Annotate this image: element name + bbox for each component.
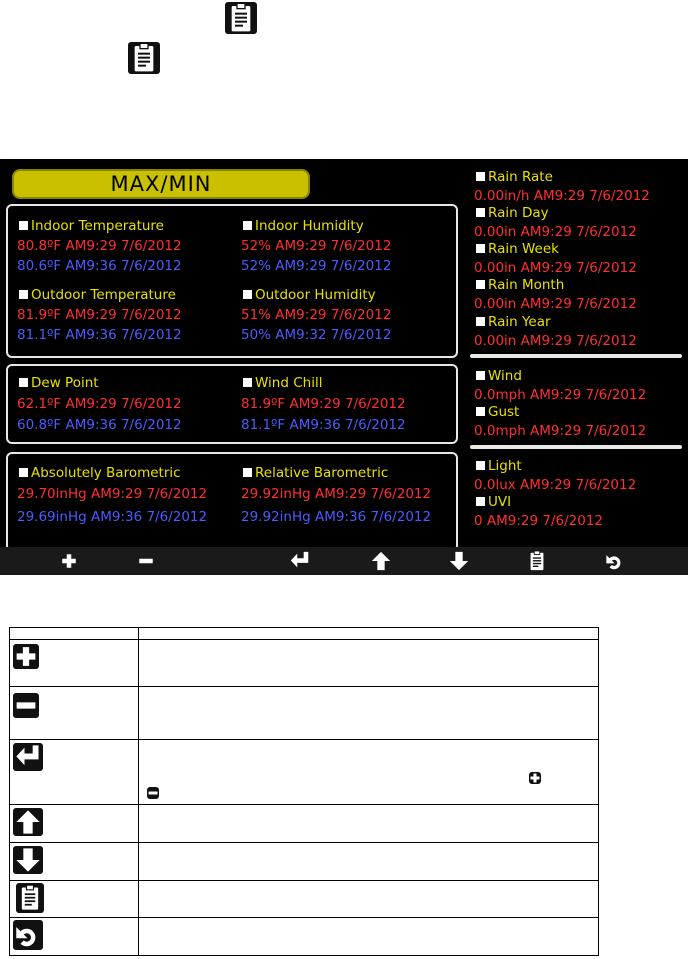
minus-icon xyxy=(13,693,39,718)
minus-icon xyxy=(147,787,159,799)
wind-light-divider xyxy=(470,445,682,449)
indoor-temperature-min: 80.6ºF AM9:36 7/6/2012 xyxy=(17,258,182,274)
down-button[interactable] xyxy=(446,549,472,573)
dew-point-label[interactable]: Dew Point xyxy=(19,375,99,391)
rain-year-label[interactable]: Rain Year xyxy=(476,314,551,330)
rain-month-max: 0.00in AM9:29 7/6/2012 xyxy=(474,296,637,312)
screen-toolbar xyxy=(0,547,688,575)
table-row xyxy=(10,640,599,687)
indoor-humidity-label[interactable]: Indoor Humidity xyxy=(243,218,364,234)
wind-label[interactable]: Wind xyxy=(476,368,522,384)
uvi-label[interactable]: UVI xyxy=(476,494,511,510)
dew-point-min: 60.8ºF AM9:36 7/6/2012 xyxy=(17,417,182,433)
back-icon xyxy=(13,920,43,950)
gust-label[interactable]: Gust xyxy=(476,404,519,420)
rain-week-label[interactable]: Rain Week xyxy=(476,241,559,257)
rain-year-max: 0.00in AM9:29 7/6/2012 xyxy=(474,333,637,349)
table-row xyxy=(10,740,599,805)
dew-point-max: 62.1ºF AM9:29 7/6/2012 xyxy=(17,396,182,412)
enter-icon xyxy=(13,743,43,771)
up-arrow-icon xyxy=(370,550,392,572)
table-row xyxy=(10,805,599,843)
clipboard-icon xyxy=(526,549,548,573)
light-label[interactable]: Light xyxy=(476,458,522,474)
indoor-temperature-max: 80.8ºF AM9:29 7/6/2012 xyxy=(17,238,182,254)
rain-rate-label[interactable]: Rain Rate xyxy=(476,169,553,185)
plus-icon xyxy=(13,644,39,669)
plus-icon xyxy=(60,552,78,570)
rain-week-max: 0.00in AM9:29 7/6/2012 xyxy=(474,260,637,276)
wind-chill-label[interactable]: Wind Chill xyxy=(243,375,322,391)
down-arrow-icon xyxy=(448,550,470,572)
button-legend-table xyxy=(9,627,599,956)
clipboard-icon xyxy=(128,42,160,74)
relative-barometric-label[interactable]: Relative Barometric xyxy=(243,465,388,481)
clipboard-icon xyxy=(16,883,44,913)
rain-rate-max: 0.00in/h AM9:29 7/6/2012 xyxy=(474,188,650,204)
minus-button[interactable] xyxy=(133,549,159,573)
down-arrow-icon xyxy=(13,846,43,874)
rain-wind-divider xyxy=(470,354,682,358)
plus-icon xyxy=(529,772,541,784)
outdoor-humidity-min: 50% AM9:32 7/6/2012 xyxy=(241,327,392,343)
absolute-barometric-label[interactable]: Absolutely Barometric xyxy=(19,465,181,481)
outdoor-humidity-label[interactable]: Outdoor Humidity xyxy=(243,287,376,303)
absolute-barometric-max: 29.70inHg AM9:29 7/6/2012 xyxy=(17,486,208,502)
indoor-temperature-label[interactable]: Indoor Temperature xyxy=(19,218,164,234)
clipboard-icon xyxy=(225,2,257,34)
light-max: 0.0lux AM9:29 7/6/2012 xyxy=(474,477,637,493)
back-icon xyxy=(604,550,626,572)
outdoor-humidity-max: 51% AM9:29 7/6/2012 xyxy=(241,307,392,323)
uvi-max: 0 AM9:29 7/6/2012 xyxy=(474,513,604,529)
relative-barometric-max: 29.92inHg AM9:29 7/6/2012 xyxy=(241,486,432,502)
table-row xyxy=(10,881,599,918)
back-button[interactable] xyxy=(602,549,628,573)
outdoor-temperature-min: 81.1ºF AM9:36 7/6/2012 xyxy=(17,327,182,343)
enter-button[interactable] xyxy=(287,549,313,573)
rain-day-label[interactable]: Rain Day xyxy=(476,205,549,221)
page-title: MAX/MIN xyxy=(12,169,310,199)
relative-barometric-min: 29.92inHg AM9:36 7/6/2012 xyxy=(241,509,432,525)
table-row xyxy=(10,843,599,881)
outdoor-temperature-max: 81.9ºF AM9:29 7/6/2012 xyxy=(17,307,182,323)
indoor-humidity-max: 52% AM9:29 7/6/2012 xyxy=(241,238,392,254)
up-arrow-icon xyxy=(13,808,43,836)
clipboard-button[interactable] xyxy=(524,549,550,573)
minus-icon xyxy=(137,552,155,570)
enter-icon xyxy=(288,550,312,572)
plus-button[interactable] xyxy=(56,549,82,573)
wind-max: 0.0mph AM9:29 7/6/2012 xyxy=(474,387,647,403)
wind-chill-max: 81.9ºF AM9:29 7/6/2012 xyxy=(241,396,406,412)
indoor-humidity-min: 52% AM9:29 7/6/2012 xyxy=(241,258,392,274)
rain-day-max: 0.00in AM9:29 7/6/2012 xyxy=(474,224,637,240)
wind-chill-min: 81.1ºF AM9:36 7/6/2012 xyxy=(241,417,406,433)
table-header-row xyxy=(10,628,599,640)
gust-max: 0.0mph AM9:29 7/6/2012 xyxy=(474,423,647,439)
table-row xyxy=(10,918,599,956)
maxmin-screen xyxy=(0,159,688,575)
rain-month-label[interactable]: Rain Month xyxy=(476,277,564,293)
table-row xyxy=(10,687,599,740)
outdoor-temperature-label[interactable]: Outdoor Temperature xyxy=(19,287,176,303)
absolute-barometric-min: 29.69inHg AM9:36 7/6/2012 xyxy=(17,509,208,525)
up-button[interactable] xyxy=(368,549,394,573)
